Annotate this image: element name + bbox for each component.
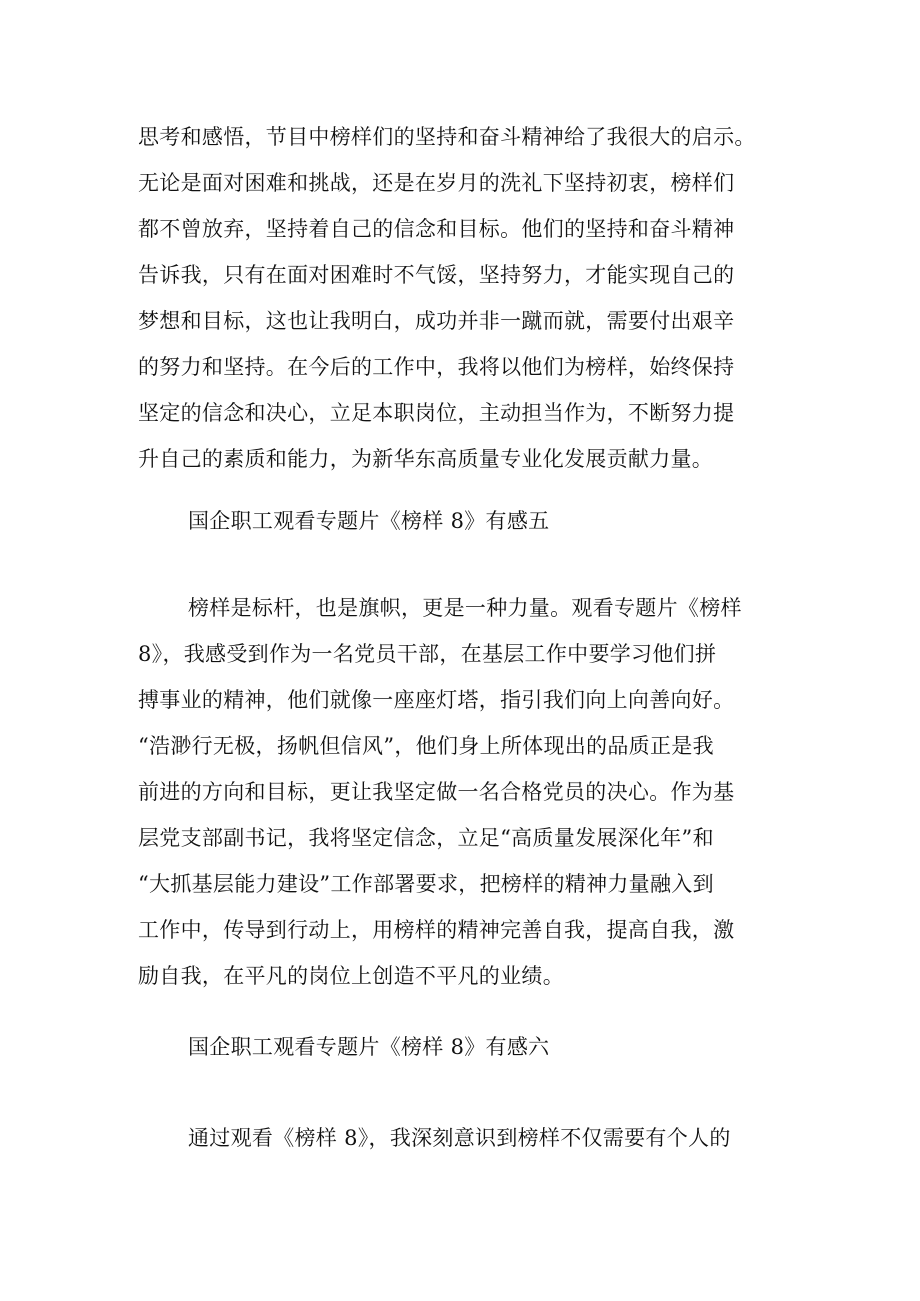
text-line: 层党支部副书记，我将坚定信念，立足“高质量发展深化年”和 xyxy=(138,826,714,850)
text-line: “浩渺行无极，扬帆但信风”，他们身上所体现出的品质正是我 xyxy=(138,734,714,758)
section-heading-6: 国企职工观看专题片《榜样 8》有感六 xyxy=(188,1035,550,1059)
text-line: 都不曾放弃，坚持着自己的信念和目标。他们的坚持和奋斗精神 xyxy=(138,217,735,241)
text-line: 前进的方向和目标，更让我坚定做一名合格党员的决心。作为基 xyxy=(138,780,735,804)
text-line: 无论是面对困难和挑战，还是在岁月的洗礼下坚持初衷，榜样们 xyxy=(138,171,735,195)
paragraph-1 xyxy=(138,114,810,482)
text-line: 榜样是标杆，也是旗帜，更是一种力量。观看专题片《榜样 xyxy=(188,596,742,620)
text-line: “大抓基层能力建设”工作部署要求，把榜样的精神力量融入到 xyxy=(138,872,714,896)
text-line: 励自我，在平凡的岗位上创造不平凡的业绩。 xyxy=(138,964,564,988)
text-line: 的努力和坚持。在今后的工作中，我将以他们为榜样，始终保持 xyxy=(138,355,735,379)
text-line: 搏事业的精神，他们就像一座座灯塔，指引我们向上向善向好。 xyxy=(138,688,735,712)
text-line: 升自己的素质和能力，为新华东高质量专业化发展贡献力量。 xyxy=(138,447,714,471)
section-heading-5: 国企职工观看专题片《榜样 8》有感五 xyxy=(188,509,550,533)
text-line: 坚定的信念和决心，立足本职岗位，主动担当作为，不断努力提 xyxy=(138,401,735,425)
text-line: 8》，我感受到作为一名党员干部，在基层工作中要学习他们拼 xyxy=(138,642,717,666)
text-line: 通过观看《榜样 8》，我深刻意识到榜样不仅需要有个人的 xyxy=(188,1126,731,1150)
text-line: 思考和感悟，节目中榜样们的坚持和奋斗精神给了我很大的启示。 xyxy=(138,125,756,149)
text-line: 告诉我，只有在面对困难时不气馁，坚持努力，才能实现自己的 xyxy=(138,263,735,287)
paragraph-3 xyxy=(138,1115,810,1161)
text-line: 工作中，传导到行动上，用榜样的精神完善自我，提高自我，激 xyxy=(138,918,735,942)
paragraph-2 xyxy=(138,585,810,999)
text-line: 梦想和目标，这也让我明白，成功并非一蹴而就，需要付出艰辛 xyxy=(138,309,735,333)
